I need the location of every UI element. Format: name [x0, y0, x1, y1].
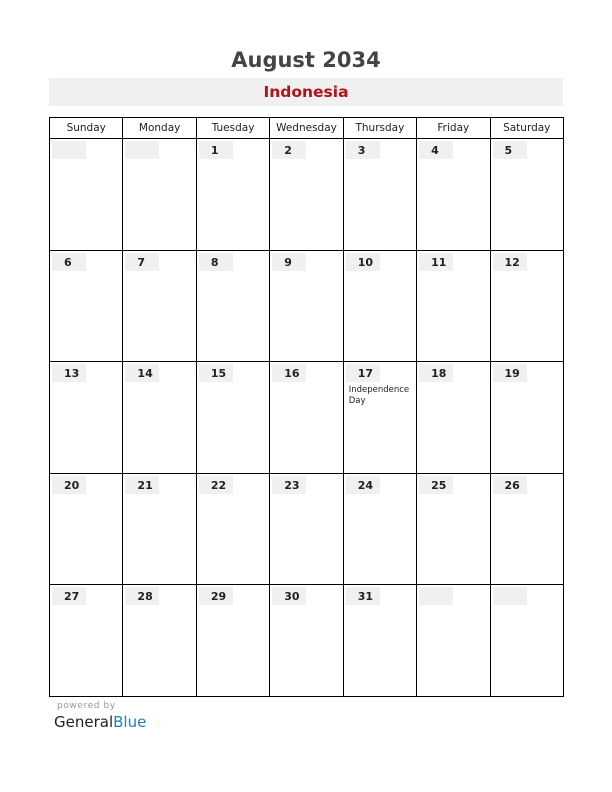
day-number: 13 [64, 367, 80, 381]
generalblue-logo[interactable] [54, 713, 146, 731]
day-number-box [199, 476, 233, 494]
day-number: 11 [431, 255, 447, 269]
weekday-header-saturday: Saturday [491, 118, 564, 139]
day-number: 21 [137, 478, 153, 492]
weekday-header-monday: Monday [123, 118, 196, 139]
day-number: 5 [504, 144, 513, 157]
day-cell[interactable] [417, 251, 490, 363]
day-number: 23 [284, 478, 300, 492]
weekday-header-thursday: Thursday [344, 118, 417, 139]
day-number-box [199, 141, 233, 159]
day-cell[interactable] [417, 139, 490, 251]
day-number: 1 [210, 144, 219, 157]
calendar-grid [49, 117, 564, 697]
day-number-box [419, 253, 453, 271]
day-number: 30 [284, 590, 300, 604]
day-number-box [346, 587, 380, 605]
day-number-box [493, 587, 527, 605]
day-cell[interactable] [491, 251, 564, 363]
week-row-2 [50, 251, 564, 363]
day-number-box [346, 253, 380, 271]
brand-name-part1: General [54, 713, 114, 731]
day-number: 6 [64, 255, 72, 269]
day-number-box [272, 587, 306, 605]
day-number: 28 [137, 590, 153, 604]
week-row-4 [50, 474, 564, 586]
day-cell-empty [123, 139, 196, 251]
day-number-box [419, 587, 453, 605]
day-number-box [272, 253, 306, 271]
day-number-box [52, 253, 86, 271]
day-number-box [493, 476, 527, 494]
day-cell[interactable] [123, 474, 196, 586]
day-cell-holiday[interactable] [344, 362, 417, 474]
weekday-header-wednesday: Wednesday [270, 118, 343, 139]
day-number-box [493, 364, 527, 382]
day-number-box [272, 364, 306, 382]
day-number: 12 [504, 255, 520, 269]
day-number: 17 [357, 367, 373, 381]
day-number: 3 [357, 144, 366, 157]
day-number-box [272, 141, 306, 159]
day-number-box [199, 364, 233, 382]
weekday-header-friday: Friday [417, 118, 490, 139]
day-cell[interactable] [197, 251, 270, 363]
day-number: 29 [210, 590, 227, 604]
day-number: 20 [64, 478, 80, 492]
day-cell[interactable] [344, 251, 417, 363]
holiday-label: Independence Day [348, 385, 410, 406]
day-number-box [125, 364, 159, 382]
day-cell[interactable] [417, 362, 490, 474]
week-row-5 [50, 585, 564, 697]
day-cell-empty [417, 585, 490, 697]
day-number: 15 [210, 367, 227, 381]
brand-name-part2: Blue [113, 713, 147, 731]
day-number-box [346, 141, 380, 159]
day-number: 25 [431, 478, 447, 492]
day-cell[interactable] [123, 585, 196, 697]
day-cell[interactable] [270, 585, 343, 697]
country-banner [49, 78, 563, 106]
day-number-box [125, 141, 159, 159]
day-cell[interactable] [344, 139, 417, 251]
day-number: 7 [137, 255, 146, 269]
day-number-box [52, 587, 86, 605]
day-cell[interactable] [197, 585, 270, 697]
day-number-box [419, 141, 453, 159]
day-cell[interactable] [270, 474, 343, 586]
day-number: 14 [137, 367, 153, 381]
calendar-title: August 2034 [231, 48, 381, 72]
day-number-box [419, 364, 453, 382]
day-cell[interactable] [50, 474, 123, 586]
day-number-box [199, 587, 233, 605]
day-cell[interactable] [50, 362, 123, 474]
day-number: 31 [357, 590, 373, 604]
day-number-box [52, 141, 86, 159]
day-number-box [346, 364, 380, 382]
day-number: 19 [504, 367, 520, 381]
day-cell[interactable] [197, 139, 270, 251]
day-number: 9 [284, 255, 292, 269]
day-cell[interactable] [270, 251, 343, 363]
day-cell[interactable] [344, 474, 417, 586]
day-number: 26 [504, 478, 520, 492]
day-number: 27 [64, 590, 80, 604]
day-cell[interactable] [344, 585, 417, 697]
day-number-box [346, 476, 380, 494]
day-cell[interactable] [50, 585, 123, 697]
day-number: 22 [210, 478, 227, 492]
day-number: 4 [431, 144, 439, 157]
week-row-3 [50, 362, 564, 474]
day-cell[interactable] [197, 362, 270, 474]
day-number: 24 [357, 478, 373, 492]
day-number-box [272, 476, 306, 494]
weekday-header-sunday: Sunday [50, 118, 123, 139]
day-number-box [125, 253, 159, 271]
day-number-box [419, 476, 453, 494]
day-number: 10 [357, 255, 373, 269]
weekday-header-row [50, 118, 564, 139]
day-number: 16 [284, 367, 300, 381]
powered-by-label: powered by [57, 701, 116, 711]
weekday-header-tuesday: Tuesday [197, 118, 270, 139]
day-cell[interactable] [50, 251, 123, 363]
day-cell[interactable] [270, 139, 343, 251]
day-cell[interactable] [123, 251, 196, 363]
country-name: Indonesia [263, 83, 349, 101]
day-cell-empty [50, 139, 123, 251]
day-cell[interactable] [197, 474, 270, 586]
day-number-box [52, 476, 86, 494]
day-cell[interactable] [123, 362, 196, 474]
day-number: 18 [431, 367, 447, 381]
day-cell[interactable] [270, 362, 343, 474]
day-cell[interactable] [491, 474, 564, 586]
day-number-box [125, 587, 159, 605]
day-number-box [125, 476, 159, 494]
day-number: 8 [210, 255, 219, 269]
day-number-box [493, 253, 527, 271]
day-number-box [199, 253, 233, 271]
day-cell[interactable] [491, 139, 564, 251]
day-cell-empty [491, 585, 564, 697]
day-number-box [52, 364, 86, 382]
day-number: 2 [284, 144, 292, 157]
day-number-box [493, 141, 527, 159]
day-cell[interactable] [491, 362, 564, 474]
week-row-1 [50, 139, 564, 251]
day-cell[interactable] [417, 474, 490, 586]
